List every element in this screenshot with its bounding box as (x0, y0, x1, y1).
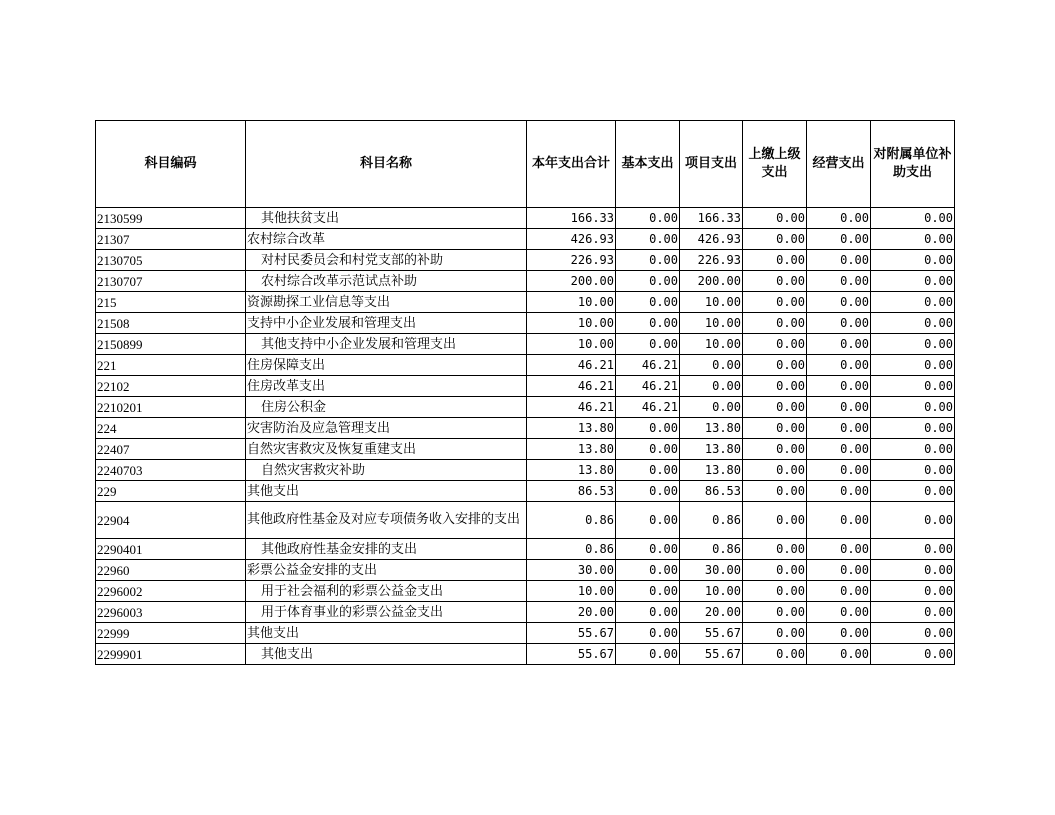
subject-name-text: 农村综合改革 (247, 231, 326, 247)
cell-subject-code: 2150899 (96, 334, 246, 355)
table-row (96, 602, 955, 623)
cell-upper-remit: 0.00 (743, 313, 807, 334)
cell-subject-code: 22904 (96, 502, 246, 539)
cell-business-expense: 0.00 (807, 355, 871, 376)
cell-subject-code: 21307 (96, 229, 246, 250)
cell-business-expense: 0.00 (807, 229, 871, 250)
cell-subject-code: 22999 (96, 623, 246, 644)
cell-subsidiary-subsidy: 0.00 (871, 460, 955, 481)
cell-business-expense: 0.00 (807, 334, 871, 355)
table-row (96, 250, 955, 271)
cell-subsidiary-subsidy: 0.00 (871, 334, 955, 355)
table-row (96, 355, 955, 376)
cell-subsidiary-subsidy: 0.00 (871, 355, 955, 376)
subject-name-text: 用于体育事业的彩票公益金支出 (261, 604, 444, 620)
cell-subject-code: 215 (96, 292, 246, 313)
cell-basic-expense: 46.21 (616, 355, 680, 376)
cell-subject-code: 2130707 (96, 271, 246, 292)
cell-basic-expense: 0.00 (616, 439, 680, 460)
cell-basic-expense: 0.00 (616, 644, 680, 665)
cell-upper-remit: 0.00 (743, 208, 807, 229)
cell-upper-remit: 0.00 (743, 355, 807, 376)
subject-name-text: 其他支出 (261, 646, 314, 662)
cell-business-expense: 0.00 (807, 418, 871, 439)
table-row (96, 208, 955, 229)
cell-subject-code: 22407 (96, 439, 246, 460)
cell-subject-name (246, 560, 527, 581)
subject-name-text: 其他支出 (247, 625, 300, 641)
table-header-row (96, 121, 955, 208)
cell-basic-expense: 0.00 (616, 292, 680, 313)
cell-subject-name (246, 334, 527, 355)
cell-basic-expense: 0.00 (616, 271, 680, 292)
header-basic-expense: 基本支出 (616, 121, 680, 208)
cell-basic-expense: 0.00 (616, 502, 680, 539)
cell-basic-expense: 0.00 (616, 334, 680, 355)
cell-business-expense: 0.00 (807, 623, 871, 644)
subject-name-text: 对村民委员会和村党支部的补助 (261, 252, 444, 268)
cell-basic-expense: 0.00 (616, 208, 680, 229)
cell-upper-remit: 0.00 (743, 460, 807, 481)
cell-subsidiary-subsidy: 0.00 (871, 481, 955, 502)
cell-subsidiary-subsidy: 0.00 (871, 439, 955, 460)
cell-project-expense: 55.67 (680, 623, 743, 644)
header-business-expense: 经营支出 (807, 121, 871, 208)
table-row (96, 623, 955, 644)
table-row (96, 229, 955, 250)
cell-subject-name (246, 313, 527, 334)
cell-subject-name (246, 581, 527, 602)
cell-basic-expense: 0.00 (616, 560, 680, 581)
cell-subject-name (246, 602, 527, 623)
cell-annual-total: 55.67 (527, 644, 616, 665)
cell-upper-remit: 0.00 (743, 502, 807, 539)
cell-business-expense: 0.00 (807, 208, 871, 229)
cell-subject-code: 2299901 (96, 644, 246, 665)
table-row (96, 271, 955, 292)
cell-upper-remit: 0.00 (743, 439, 807, 460)
cell-project-expense: 13.80 (680, 460, 743, 481)
subject-name-text: 资源勘探工业信息等支出 (247, 294, 391, 310)
cell-basic-expense: 0.00 (616, 539, 680, 560)
table-row (96, 502, 955, 539)
cell-annual-total: 46.21 (527, 397, 616, 418)
header-project-expense: 项目支出 (680, 121, 743, 208)
cell-business-expense: 0.00 (807, 292, 871, 313)
cell-business-expense: 0.00 (807, 397, 871, 418)
subject-name-text: 自然灾害救灾及恢复重建支出 (247, 441, 417, 457)
cell-upper-remit: 0.00 (743, 376, 807, 397)
cell-subject-code: 2130599 (96, 208, 246, 229)
cell-subsidiary-subsidy: 0.00 (871, 502, 955, 539)
cell-subject-name (246, 439, 527, 460)
cell-subject-code: 2296002 (96, 581, 246, 602)
subject-name-text: 彩票公益金安排的支出 (247, 562, 378, 578)
cell-subject-name (246, 460, 527, 481)
cell-subject-name (246, 644, 527, 665)
cell-upper-remit: 0.00 (743, 481, 807, 502)
subject-name-text: 用于社会福利的彩票公益金支出 (261, 583, 444, 599)
cell-subject-name (246, 481, 527, 502)
cell-basic-expense: 0.00 (616, 418, 680, 439)
header-annual-total: 本年支出合计 (527, 121, 616, 208)
cell-annual-total: 0.86 (527, 539, 616, 560)
cell-business-expense: 0.00 (807, 602, 871, 623)
cell-project-expense: 10.00 (680, 581, 743, 602)
cell-subject-code: 2290401 (96, 539, 246, 560)
cell-subject-name (246, 418, 527, 439)
cell-annual-total: 86.53 (527, 481, 616, 502)
cell-subject-name (246, 271, 527, 292)
cell-subject-name (246, 502, 527, 539)
table-row (96, 439, 955, 460)
cell-upper-remit: 0.00 (743, 334, 807, 355)
cell-subject-code: 2210201 (96, 397, 246, 418)
cell-subject-name (246, 229, 527, 250)
cell-subsidiary-subsidy: 0.00 (871, 539, 955, 560)
cell-subsidiary-subsidy: 0.00 (871, 602, 955, 623)
cell-business-expense: 0.00 (807, 271, 871, 292)
cell-project-expense: 0.86 (680, 502, 743, 539)
table-row (96, 376, 955, 397)
cell-subsidiary-subsidy: 0.00 (871, 397, 955, 418)
cell-annual-total: 46.21 (527, 355, 616, 376)
subject-name-text: 支持中小企业发展和管理支出 (247, 315, 417, 331)
table-row (96, 313, 955, 334)
cell-annual-total: 30.00 (527, 560, 616, 581)
cell-upper-remit: 0.00 (743, 397, 807, 418)
cell-project-expense: 0.00 (680, 376, 743, 397)
subject-name-text: 农村综合改革示范试点补助 (261, 273, 418, 289)
cell-subsidiary-subsidy: 0.00 (871, 271, 955, 292)
cell-subject-code: 22960 (96, 560, 246, 581)
cell-upper-remit: 0.00 (743, 418, 807, 439)
cell-subsidiary-subsidy: 0.00 (871, 292, 955, 313)
cell-subsidiary-subsidy: 0.00 (871, 250, 955, 271)
subject-name-text: 住房改革支出 (247, 378, 326, 394)
table-row (96, 292, 955, 313)
cell-business-expense: 0.00 (807, 560, 871, 581)
cell-subsidiary-subsidy: 0.00 (871, 623, 955, 644)
cell-annual-total: 13.80 (527, 418, 616, 439)
cell-upper-remit: 0.00 (743, 560, 807, 581)
cell-subject-name (246, 355, 527, 376)
cell-annual-total: 200.00 (527, 271, 616, 292)
table-row (96, 418, 955, 439)
cell-subsidiary-subsidy: 0.00 (871, 208, 955, 229)
header-upper-remit: 上缴上级支出 (743, 121, 807, 208)
cell-annual-total: 10.00 (527, 292, 616, 313)
cell-annual-total: 55.67 (527, 623, 616, 644)
table-row (96, 334, 955, 355)
cell-subject-name (246, 250, 527, 271)
expenditure-table (95, 120, 955, 665)
subject-name-text: 其他政府性基金及对应专项债务收入安排的支出 (247, 512, 521, 527)
subject-name-text: 其他支出 (247, 483, 300, 499)
cell-project-expense: 426.93 (680, 229, 743, 250)
cell-subsidiary-subsidy: 0.00 (871, 313, 955, 334)
cell-project-expense: 200.00 (680, 271, 743, 292)
cell-subject-code: 2296003 (96, 602, 246, 623)
cell-subject-name (246, 539, 527, 560)
cell-subsidiary-subsidy: 0.00 (871, 644, 955, 665)
cell-subject-code: 21508 (96, 313, 246, 334)
cell-subject-name (246, 292, 527, 313)
cell-upper-remit: 0.00 (743, 539, 807, 560)
cell-annual-total: 10.00 (527, 581, 616, 602)
header-subject-code: 科目编码 (96, 121, 246, 208)
cell-basic-expense: 0.00 (616, 481, 680, 502)
cell-subject-code: 229 (96, 481, 246, 502)
cell-subject-name (246, 376, 527, 397)
cell-subject-code: 2240703 (96, 460, 246, 481)
cell-subsidiary-subsidy: 0.00 (871, 376, 955, 397)
cell-project-expense: 55.67 (680, 644, 743, 665)
cell-basic-expense: 46.21 (616, 376, 680, 397)
subject-name-text: 住房公积金 (261, 399, 327, 415)
cell-annual-total: 10.00 (527, 313, 616, 334)
cell-subject-code: 2130705 (96, 250, 246, 271)
cell-business-expense: 0.00 (807, 250, 871, 271)
cell-subject-name (246, 623, 527, 644)
cell-project-expense: 10.00 (680, 334, 743, 355)
header-subsidiary-subsidy: 对附属单位补助支出 (871, 121, 955, 208)
cell-project-expense: 166.33 (680, 208, 743, 229)
cell-subsidiary-subsidy: 0.00 (871, 229, 955, 250)
cell-business-expense: 0.00 (807, 313, 871, 334)
cell-basic-expense: 0.00 (616, 229, 680, 250)
cell-business-expense: 0.00 (807, 376, 871, 397)
cell-subsidiary-subsidy: 0.00 (871, 418, 955, 439)
cell-project-expense: 13.80 (680, 439, 743, 460)
cell-annual-total: 13.80 (527, 460, 616, 481)
cell-upper-remit: 0.00 (743, 271, 807, 292)
cell-annual-total: 13.80 (527, 439, 616, 460)
table-row (96, 481, 955, 502)
cell-subject-name (246, 397, 527, 418)
table-row (96, 644, 955, 665)
cell-business-expense: 0.00 (807, 481, 871, 502)
cell-basic-expense: 0.00 (616, 581, 680, 602)
table-row (96, 539, 955, 560)
cell-project-expense: 86.53 (680, 481, 743, 502)
cell-basic-expense: 0.00 (616, 250, 680, 271)
cell-upper-remit: 0.00 (743, 602, 807, 623)
header-subject-name: 科目名称 (246, 121, 527, 208)
cell-basic-expense: 0.00 (616, 602, 680, 623)
cell-business-expense: 0.00 (807, 439, 871, 460)
cell-project-expense: 226.93 (680, 250, 743, 271)
cell-annual-total: 20.00 (527, 602, 616, 623)
cell-annual-total: 166.33 (527, 208, 616, 229)
cell-subsidiary-subsidy: 0.00 (871, 581, 955, 602)
cell-project-expense: 30.00 (680, 560, 743, 581)
table-row (96, 397, 955, 418)
cell-project-expense: 10.00 (680, 292, 743, 313)
cell-project-expense: 10.00 (680, 313, 743, 334)
cell-basic-expense: 0.00 (616, 313, 680, 334)
cell-upper-remit: 0.00 (743, 292, 807, 313)
cell-project-expense: 0.00 (680, 397, 743, 418)
cell-business-expense: 0.00 (807, 581, 871, 602)
cell-upper-remit: 0.00 (743, 623, 807, 644)
cell-annual-total: 426.93 (527, 229, 616, 250)
cell-subject-code: 22102 (96, 376, 246, 397)
subject-name-text: 自然灾害救灾补助 (261, 462, 366, 478)
cell-subject-code: 224 (96, 418, 246, 439)
cell-project-expense: 20.00 (680, 602, 743, 623)
cell-business-expense: 0.00 (807, 460, 871, 481)
cell-project-expense: 13.80 (680, 418, 743, 439)
table-row (96, 560, 955, 581)
cell-business-expense: 0.00 (807, 644, 871, 665)
cell-upper-remit: 0.00 (743, 581, 807, 602)
subject-name-text: 住房保障支出 (247, 357, 326, 373)
cell-subject-name (246, 208, 527, 229)
subject-name-text: 其他扶贫支出 (261, 210, 340, 226)
cell-subsidiary-subsidy: 0.00 (871, 560, 955, 581)
cell-basic-expense: 46.21 (616, 397, 680, 418)
cell-annual-total: 46.21 (527, 376, 616, 397)
cell-business-expense: 0.00 (807, 502, 871, 539)
table-row (96, 581, 955, 602)
cell-business-expense: 0.00 (807, 539, 871, 560)
subject-name-text: 其他政府性基金安排的支出 (261, 541, 418, 557)
cell-basic-expense: 0.00 (616, 460, 680, 481)
subject-name-text: 其他支持中小企业发展和管理支出 (261, 336, 457, 352)
cell-annual-total: 226.93 (527, 250, 616, 271)
cell-project-expense: 0.86 (680, 539, 743, 560)
cell-annual-total: 0.86 (527, 502, 616, 539)
table-row (96, 460, 955, 481)
cell-upper-remit: 0.00 (743, 229, 807, 250)
cell-subject-code: 221 (96, 355, 246, 376)
cell-basic-expense: 0.00 (616, 623, 680, 644)
cell-upper-remit: 0.00 (743, 644, 807, 665)
cell-upper-remit: 0.00 (743, 250, 807, 271)
subject-name-text: 灾害防治及应急管理支出 (247, 420, 391, 436)
cell-project-expense: 0.00 (680, 355, 743, 376)
cell-annual-total: 10.00 (527, 334, 616, 355)
